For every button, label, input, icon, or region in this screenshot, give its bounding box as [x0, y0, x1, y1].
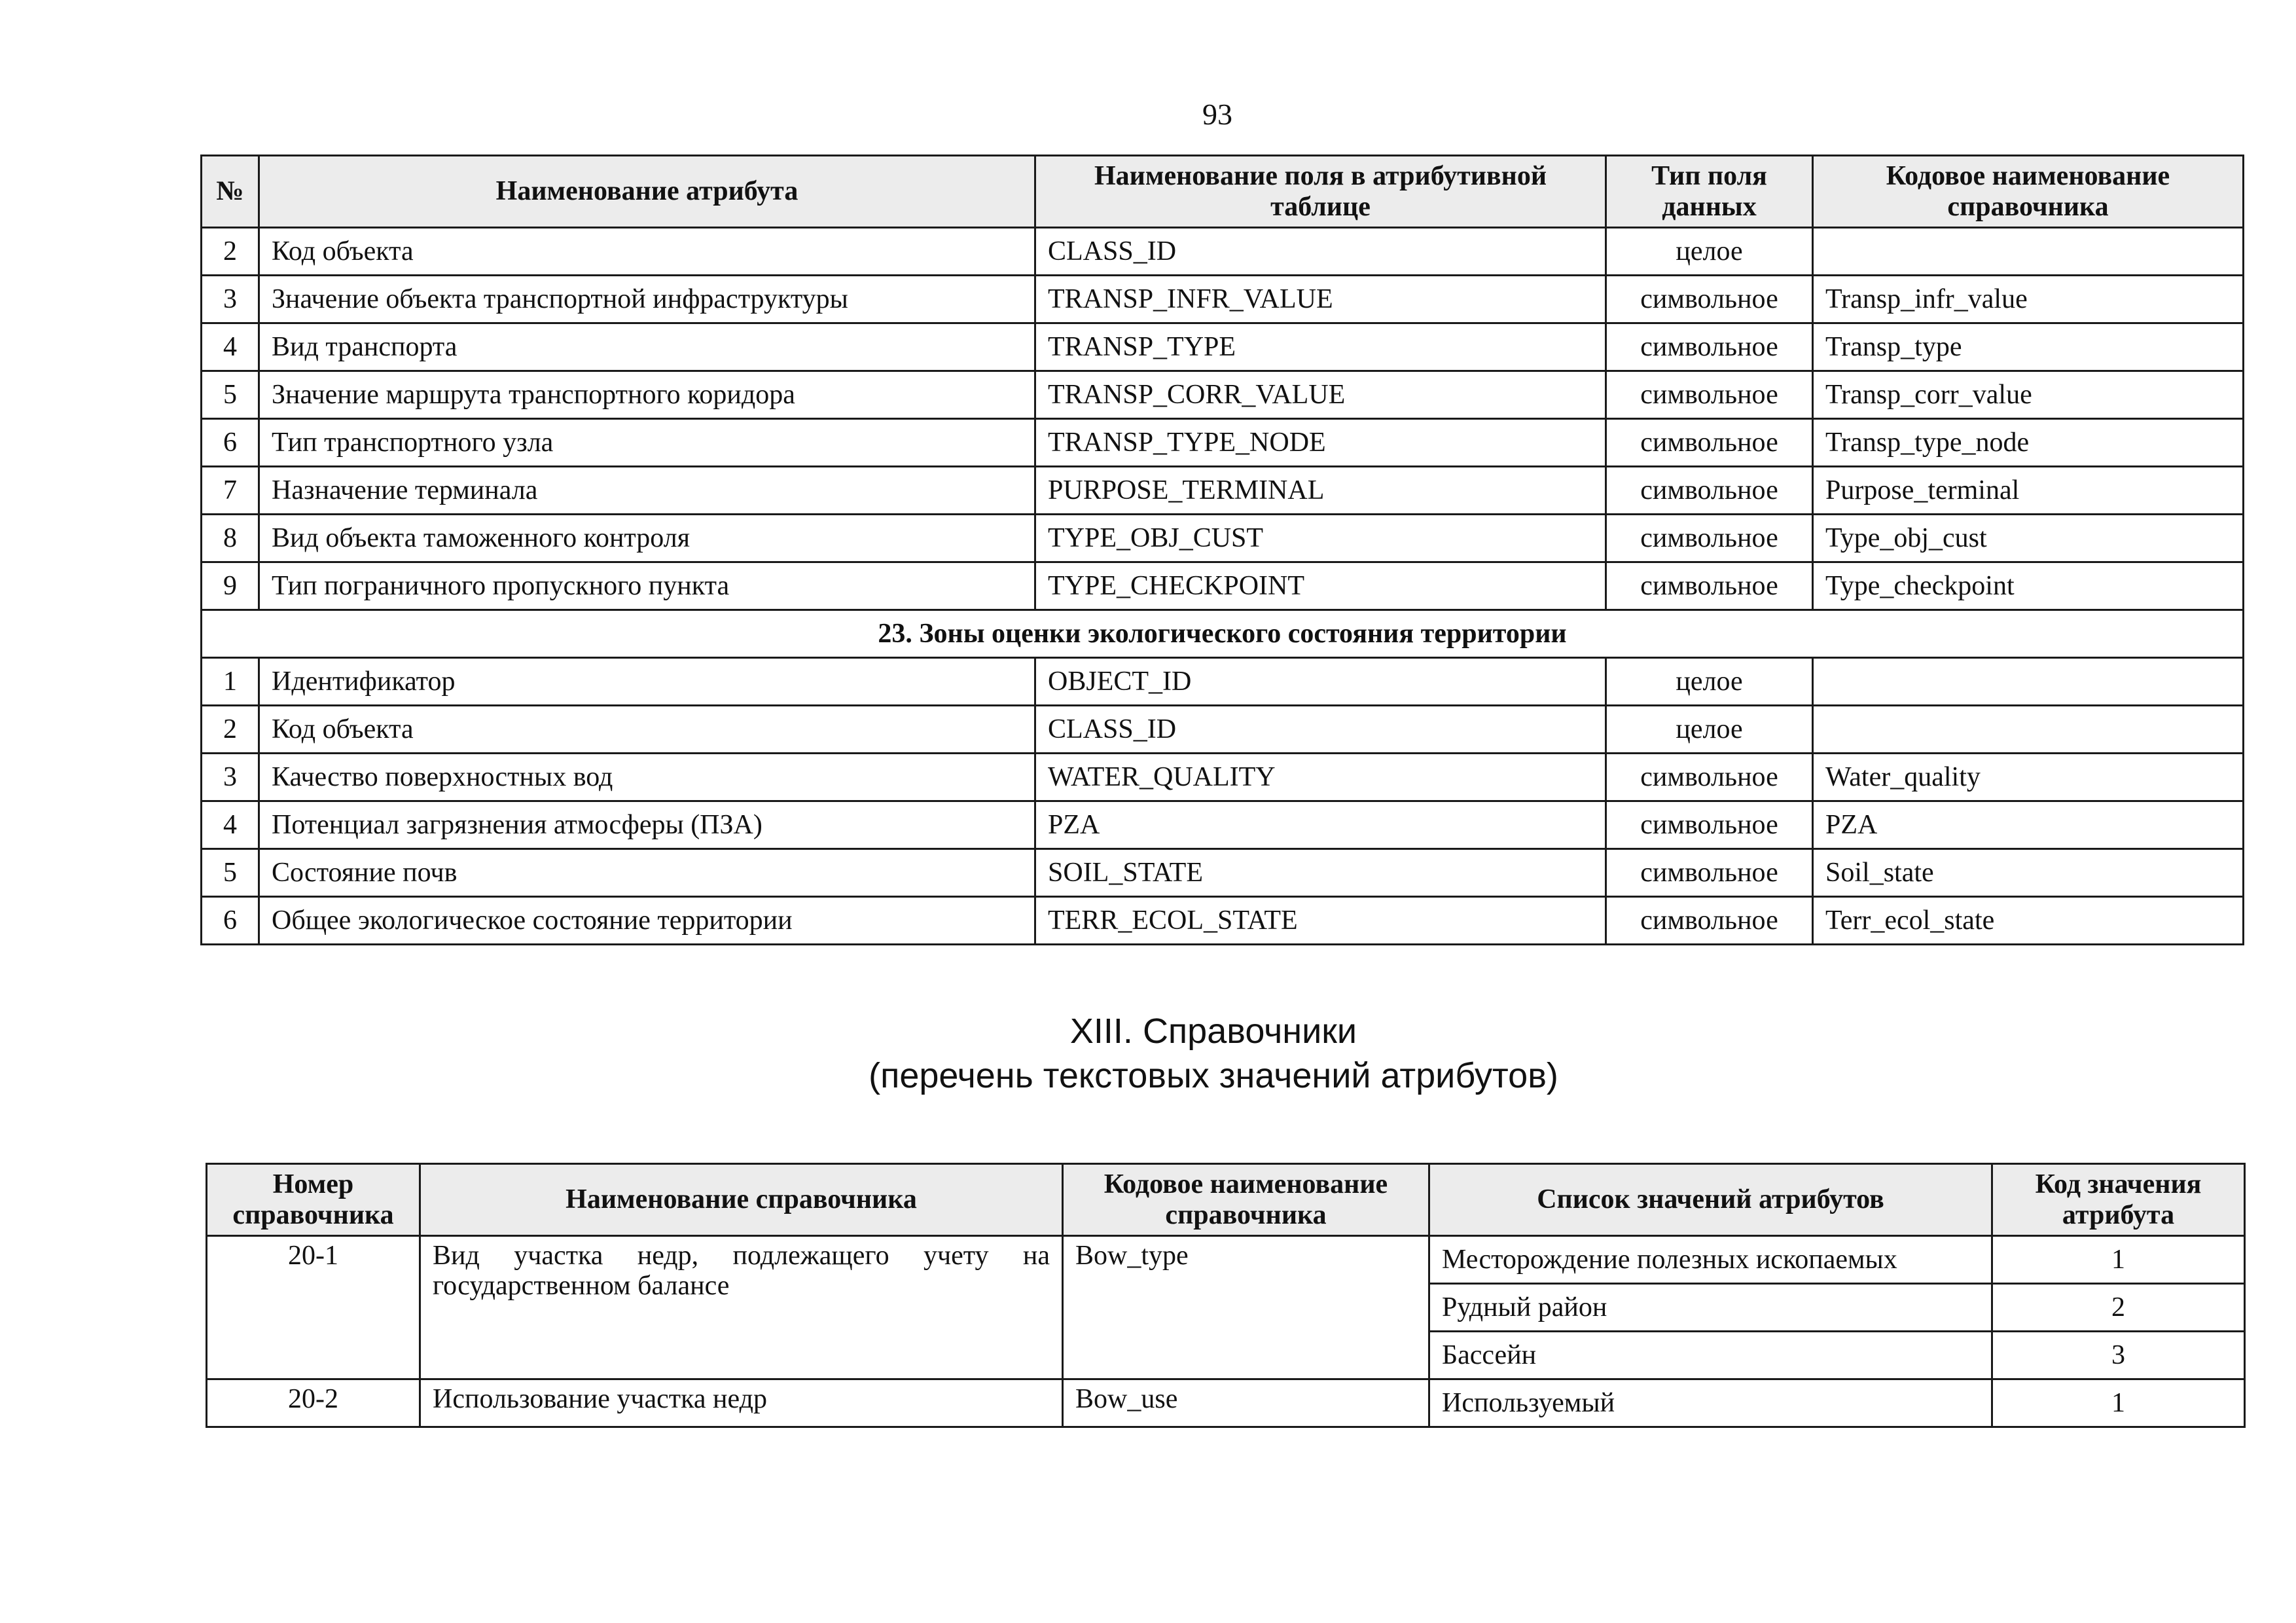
reference-code — [1813, 658, 2244, 706]
row-number: 3 — [202, 754, 259, 801]
attribute-name: Значение объекта транспортной инфраструктуры — [259, 276, 1035, 323]
row-number: 5 — [202, 371, 259, 419]
reference-table — [206, 1163, 2246, 1428]
attribute-name: Тип пограничного пропускного пункта — [259, 562, 1035, 610]
field-name: TRANSP_CORR_VALUE — [1035, 371, 1606, 419]
header-reference-code: Кодовое наименование справочника — [1813, 156, 2244, 228]
reference-code: Transp_infr_value — [1813, 276, 2244, 323]
data-type: целое — [1606, 706, 1813, 754]
attribute-name: Назначение терминала — [259, 467, 1035, 515]
table-row — [202, 706, 2244, 754]
page-number: 93 — [1202, 98, 1232, 131]
field-name: OBJECT_ID — [1035, 658, 1606, 706]
header-data-type: Тип поля данных — [1606, 156, 1813, 228]
table-row — [202, 801, 2244, 849]
attribute-name: Код объекта — [259, 706, 1035, 754]
field-name: TYPE_OBJ_CUST — [1035, 515, 1606, 562]
field-name: PZA — [1035, 801, 1606, 849]
row-number: 9 — [202, 562, 259, 610]
reference-code: Water_quality — [1813, 754, 2244, 801]
row-number: 7 — [202, 467, 259, 515]
field-name: SOIL_STATE — [1035, 849, 1606, 897]
reference-name: Использование участка недр — [420, 1379, 1063, 1427]
value-code: 1 — [1992, 1236, 2245, 1284]
section-23-title: 23. Зоны оценки экологического состояния территории — [202, 610, 2244, 658]
attribute-table-header-row — [202, 156, 2244, 228]
attribute-name: Состояние почв — [259, 849, 1035, 897]
table-row — [202, 897, 2244, 945]
value-label: Используемый — [1429, 1379, 1992, 1427]
attribute-name: Вид объекта таможенного контроля — [259, 515, 1035, 562]
header-field-name: Наименование поля в атрибутивной таблице — [1035, 156, 1606, 228]
attribute-name: Идентификатор — [259, 658, 1035, 706]
attribute-name: Вид транспорта — [259, 323, 1035, 371]
section-row — [202, 610, 2244, 658]
data-type: символьное — [1606, 323, 1813, 371]
field-name: PURPOSE_TERMINAL — [1035, 467, 1606, 515]
row-number: 5 — [202, 849, 259, 897]
row-number: 1 — [202, 658, 259, 706]
table-row — [202, 371, 2244, 419]
data-type: целое — [1606, 228, 1813, 276]
row-number: 2 — [202, 706, 259, 754]
field-name: CLASS_ID — [1035, 228, 1606, 276]
reference-name: Вид участка недр, подлежащего учету на государственном балансе — [420, 1236, 1063, 1379]
data-type: целое — [1606, 658, 1813, 706]
reference-code: PZA — [1813, 801, 2244, 849]
data-type: символьное — [1606, 801, 1813, 849]
table-row — [202, 754, 2244, 801]
reference-number: 20-2 — [207, 1379, 420, 1427]
reference-code: Soil_state — [1813, 849, 2244, 897]
reference-code: Purpose_terminal — [1813, 467, 2244, 515]
row-number: 8 — [202, 515, 259, 562]
reference-code: Type_obj_cust — [1813, 515, 2244, 562]
reference-code: Terr_ecol_state — [1813, 897, 2244, 945]
field-name: CLASS_ID — [1035, 706, 1606, 754]
reference-code: Bow_type — [1063, 1236, 1429, 1379]
table-row — [207, 1379, 2245, 1427]
row-number: 3 — [202, 276, 259, 323]
reference-code: Transp_type_node — [1813, 419, 2244, 467]
data-type: символьное — [1606, 419, 1813, 467]
attribute-name: Код объекта — [259, 228, 1035, 276]
table-row — [207, 1236, 2245, 1284]
row-number: 6 — [202, 897, 259, 945]
attribute-name: Общее экологическое состояние территории — [259, 897, 1035, 945]
row-number: 4 — [202, 323, 259, 371]
value-label: Месторождение полезных ископаемых — [1429, 1236, 1992, 1284]
row-number: 6 — [202, 419, 259, 467]
data-type: символьное — [1606, 371, 1813, 419]
field-name: TERR_ECOL_STATE — [1035, 897, 1606, 945]
field-name: WATER_QUALITY — [1035, 754, 1606, 801]
value-code: 2 — [1992, 1284, 2245, 1332]
reference-code: Transp_type — [1813, 323, 2244, 371]
section-heading-title: XIII. Справочники — [1069, 1012, 1357, 1051]
reference-number: 20-1 — [207, 1236, 420, 1379]
data-type: символьное — [1606, 467, 1813, 515]
table-row — [202, 515, 2244, 562]
table-row — [202, 467, 2244, 515]
data-type: символьное — [1606, 754, 1813, 801]
table-row — [202, 323, 2244, 371]
header-value-list: Список значений атрибутов — [1429, 1164, 1992, 1236]
value-code: 1 — [1992, 1379, 2245, 1427]
table-row — [202, 276, 2244, 323]
attribute-table — [200, 155, 2244, 945]
field-name: TYPE_CHECKPOINT — [1035, 562, 1606, 610]
attribute-name: Тип транспортного узла — [259, 419, 1035, 467]
table-row — [202, 849, 2244, 897]
section-heading-subtitle: (перечень текстовых значений атрибутов) — [869, 1056, 1558, 1095]
table-row — [202, 562, 2244, 610]
header-reference-name: Наименование справочника — [420, 1164, 1063, 1236]
field-name: TRANSP_TYPE — [1035, 323, 1606, 371]
table-row — [202, 228, 2244, 276]
attribute-name: Качество поверхностных вод — [259, 754, 1035, 801]
reference-code — [1813, 228, 2244, 276]
reference-code — [1813, 706, 2244, 754]
header-reference-number: Номер справочника — [207, 1164, 420, 1236]
header-attribute-name: Наименование атрибута — [259, 156, 1035, 228]
table-row — [202, 658, 2244, 706]
reference-code: Bow_use — [1063, 1379, 1429, 1427]
header-number: № — [202, 156, 259, 228]
field-name: TRANSP_INFR_VALUE — [1035, 276, 1606, 323]
value-label: Рудный район — [1429, 1284, 1992, 1332]
reference-table-header-row — [207, 1164, 2245, 1236]
attribute-name: Потенциал загрязнения атмосферы (ПЗА) — [259, 801, 1035, 849]
data-type: символьное — [1606, 849, 1813, 897]
value-label: Бассейн — [1429, 1332, 1992, 1379]
reference-code: Type_checkpoint — [1813, 562, 2244, 610]
data-type: символьное — [1606, 276, 1813, 323]
field-name: TRANSP_TYPE_NODE — [1035, 419, 1606, 467]
header-value-code: Код значения атрибута — [1992, 1164, 2245, 1236]
table-row — [202, 419, 2244, 467]
data-type: символьное — [1606, 515, 1813, 562]
row-number: 4 — [202, 801, 259, 849]
header-reference-code: Кодовое наименование справочника — [1063, 1164, 1429, 1236]
attribute-name: Значение маршрута транспортного коридора — [259, 371, 1035, 419]
data-type: символьное — [1606, 897, 1813, 945]
reference-code: Transp_corr_value — [1813, 371, 2244, 419]
value-code: 3 — [1992, 1332, 2245, 1379]
data-type: символьное — [1606, 562, 1813, 610]
row-number: 2 — [202, 228, 259, 276]
